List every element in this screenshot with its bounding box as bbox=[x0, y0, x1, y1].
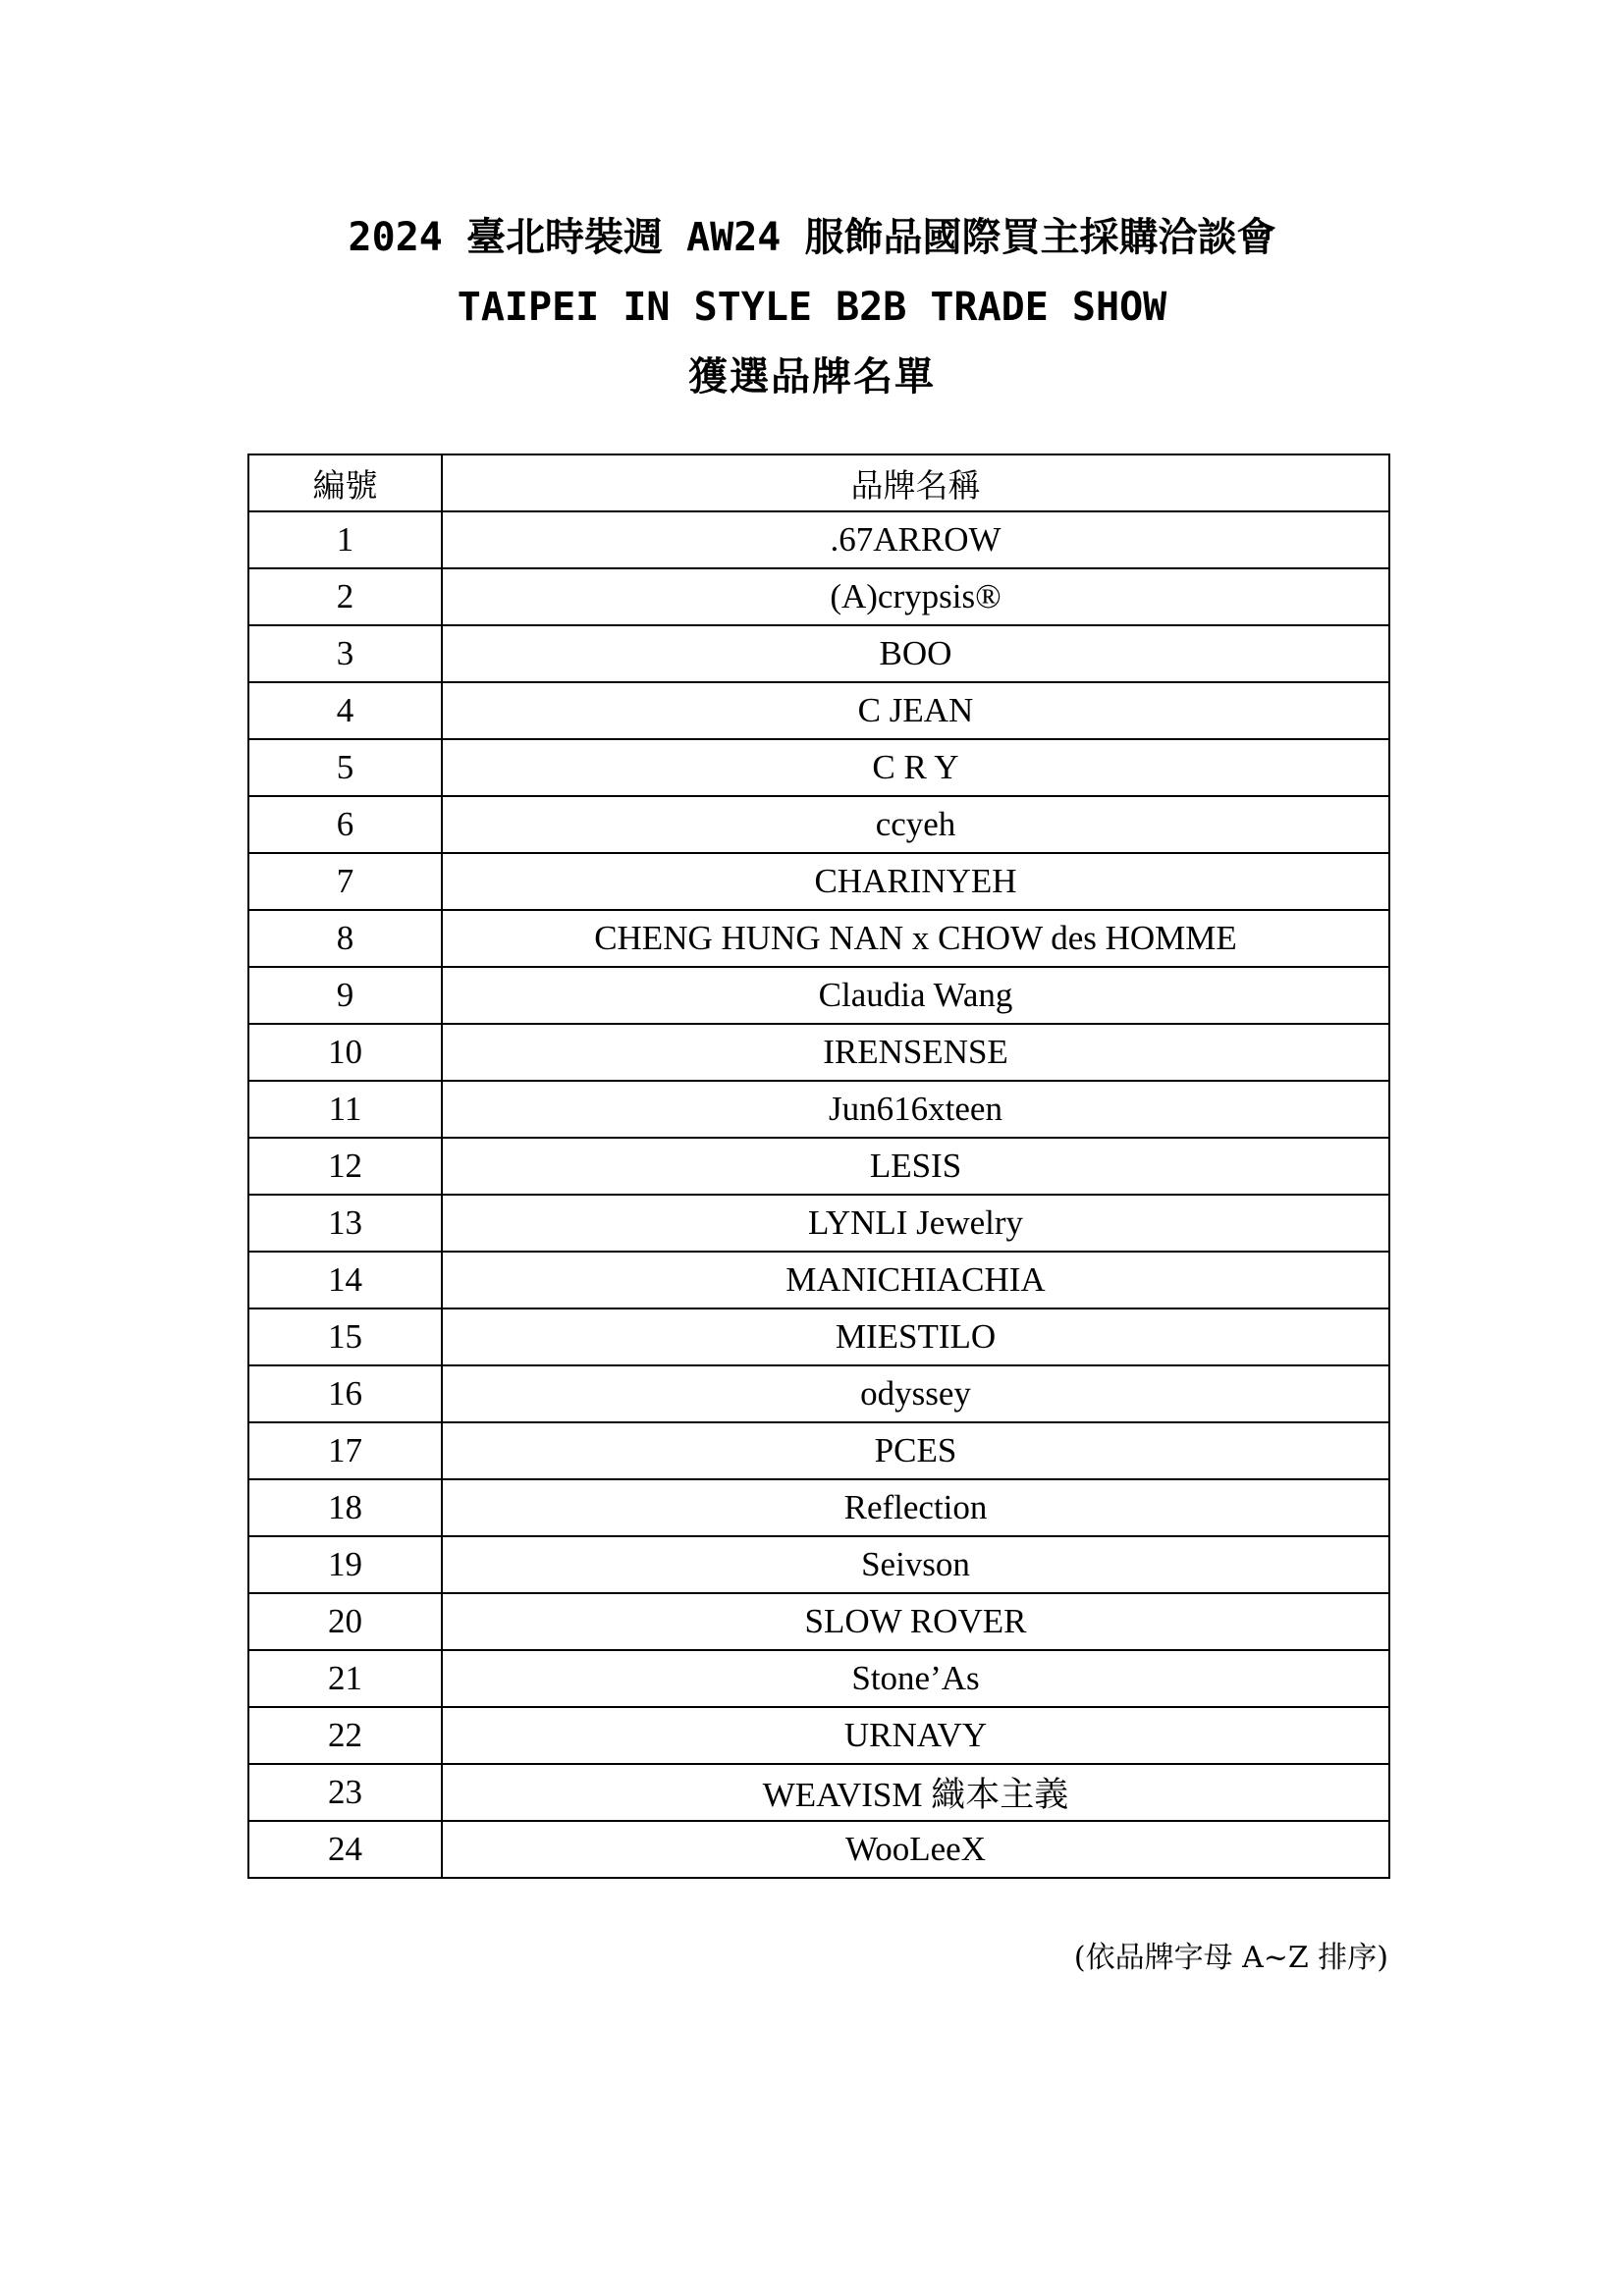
brand-name: BOO bbox=[442, 625, 1389, 682]
brand-name: Reflection bbox=[442, 1479, 1389, 1536]
brand-name: MANICHIACHIA bbox=[442, 1252, 1389, 1308]
row-number: 15 bbox=[248, 1308, 442, 1365]
brand-name: (A)crypsis® bbox=[442, 568, 1389, 625]
row-number: 2 bbox=[248, 568, 442, 625]
table-row bbox=[248, 511, 1389, 568]
row-number: 14 bbox=[248, 1252, 442, 1308]
row-number: 8 bbox=[248, 910, 442, 967]
row-number: 11 bbox=[248, 1081, 442, 1138]
row-number: 10 bbox=[248, 1024, 442, 1081]
row-number: 23 bbox=[248, 1764, 442, 1821]
brand-name: WooLeeX bbox=[442, 1821, 1389, 1878]
brand-name: Jun616xteen bbox=[442, 1081, 1389, 1138]
brand-name: Claudia Wang bbox=[442, 967, 1389, 1024]
brand-name: .67ARROW bbox=[442, 511, 1389, 568]
brand-name: ccyeh bbox=[442, 796, 1389, 853]
row-number: 21 bbox=[248, 1650, 442, 1707]
brand-name: MIESTILO bbox=[442, 1308, 1389, 1365]
table-header-row bbox=[248, 454, 1389, 511]
row-number: 9 bbox=[248, 967, 442, 1024]
column-header-brand-name: 品牌名稱 bbox=[442, 454, 1389, 511]
row-number: 6 bbox=[248, 796, 442, 853]
table-row bbox=[248, 568, 1389, 625]
brand-name: odyssey bbox=[442, 1365, 1389, 1422]
row-number: 18 bbox=[248, 1479, 442, 1536]
brand-name: IRENSENSE bbox=[442, 1024, 1389, 1081]
table-row bbox=[248, 1024, 1389, 1081]
row-number: 16 bbox=[248, 1365, 442, 1422]
table-row bbox=[248, 1536, 1389, 1593]
table-row bbox=[248, 1308, 1389, 1365]
row-number: 24 bbox=[248, 1821, 442, 1878]
brand-name: LESIS bbox=[442, 1138, 1389, 1195]
row-number: 20 bbox=[248, 1593, 442, 1650]
row-number: 19 bbox=[248, 1536, 442, 1593]
brand-name: C R Y bbox=[442, 739, 1389, 796]
brand-name: CHENG HUNG NAN x CHOW des HOMME bbox=[442, 910, 1389, 967]
table-row bbox=[248, 625, 1389, 682]
brand-name: URNAVY bbox=[442, 1707, 1389, 1764]
row-number: 7 bbox=[248, 853, 442, 910]
brand-list-table bbox=[247, 454, 1390, 1879]
table-row bbox=[248, 739, 1389, 796]
brand-name: Seivson bbox=[442, 1536, 1389, 1593]
table-row bbox=[248, 853, 1389, 910]
brand-name: C JEAN bbox=[442, 682, 1389, 739]
sort-order-note: (依品牌字母 A~Z 排序) bbox=[1073, 1941, 1388, 1975]
table-row bbox=[248, 1479, 1389, 1536]
row-number: 22 bbox=[248, 1707, 442, 1764]
document-subtitle: TAIPEI IN STYLE B2B TRADE SHOW bbox=[457, 285, 1167, 330]
list-heading: 獲選品牌名單 bbox=[688, 354, 936, 400]
row-number: 1 bbox=[248, 511, 442, 568]
brand-name: LYNLI Jewelry bbox=[442, 1195, 1389, 1252]
row-number: 5 bbox=[248, 739, 442, 796]
table-row bbox=[248, 1252, 1389, 1308]
table-row bbox=[248, 796, 1389, 853]
brand-name: WEAVISM 織本主義 bbox=[442, 1764, 1389, 1821]
column-header-number: 編號 bbox=[248, 454, 442, 511]
row-number: 13 bbox=[248, 1195, 442, 1252]
brand-name: SLOW ROVER bbox=[442, 1593, 1389, 1650]
row-number: 3 bbox=[248, 625, 442, 682]
brand-name: Stone’As bbox=[442, 1650, 1389, 1707]
document-title: 2024 臺北時裝週 AW24 服飾品國際買主採購洽談會 bbox=[348, 215, 1276, 260]
row-number: 4 bbox=[248, 682, 442, 739]
row-number: 12 bbox=[248, 1138, 442, 1195]
table-row bbox=[248, 1650, 1389, 1707]
table-row bbox=[248, 1593, 1389, 1650]
table-row bbox=[248, 1764, 1389, 1821]
brand-name: CHARINYEH bbox=[442, 853, 1389, 910]
table-row bbox=[248, 1821, 1389, 1878]
table-row bbox=[248, 967, 1389, 1024]
brand-name: PCES bbox=[442, 1422, 1389, 1479]
table-row bbox=[248, 1138, 1389, 1195]
table-row bbox=[248, 1081, 1389, 1138]
table-row bbox=[248, 910, 1389, 967]
table-row bbox=[248, 1365, 1389, 1422]
table-row bbox=[248, 682, 1389, 739]
table-row bbox=[248, 1707, 1389, 1764]
table-row bbox=[248, 1195, 1389, 1252]
row-number: 17 bbox=[248, 1422, 442, 1479]
table-row bbox=[248, 1422, 1389, 1479]
